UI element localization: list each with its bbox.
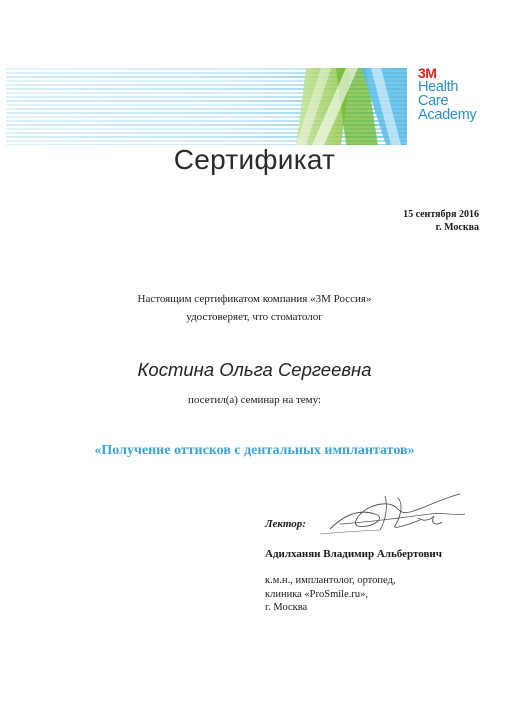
seminar-topic: «Получение оттисков с дентальных имплантатов»	[94, 443, 415, 458]
date-location-block	[403, 208, 479, 234]
recipient-name: Костина Ольга Сергеевна	[137, 359, 372, 380]
logo-line-health: Health	[418, 79, 459, 95]
lecturer-signature	[300, 484, 480, 549]
issue-city: г. Москва	[435, 222, 479, 233]
lecturer-info-line-1: к.м.н., имплантолог, ортопед,	[265, 575, 396, 586]
lecturer-info-line-3: г. Москва	[265, 602, 308, 613]
certificate-title: Сертификат	[173, 144, 336, 175]
intro-line-1: Настоящим сертификатом компания «3М Россия»	[137, 293, 372, 305]
logo-line-care: Care	[418, 93, 449, 109]
lecturer-credentials	[265, 574, 396, 615]
intro-text	[0, 290, 509, 326]
header-banner	[6, 68, 407, 145]
lecturer-info-line-2: клиника «ProSmile.ru»,	[265, 588, 369, 600]
logo-brand: 3M	[418, 65, 437, 81]
issue-date: 15 сентября 2016	[403, 209, 479, 220]
lecturer-name: Адилханян Владимир Альбертович	[265, 548, 442, 560]
intro-line-2: удостоверяет, что стоматолог	[186, 311, 323, 323]
lecturer-label: Лектор:	[265, 518, 306, 530]
3m-health-care-academy-logo	[418, 66, 502, 122]
banner-graphic	[6, 68, 407, 145]
logo-line-academy: Academy	[418, 107, 477, 123]
attended-text: посетил(а) семинар на тему:	[187, 394, 322, 406]
